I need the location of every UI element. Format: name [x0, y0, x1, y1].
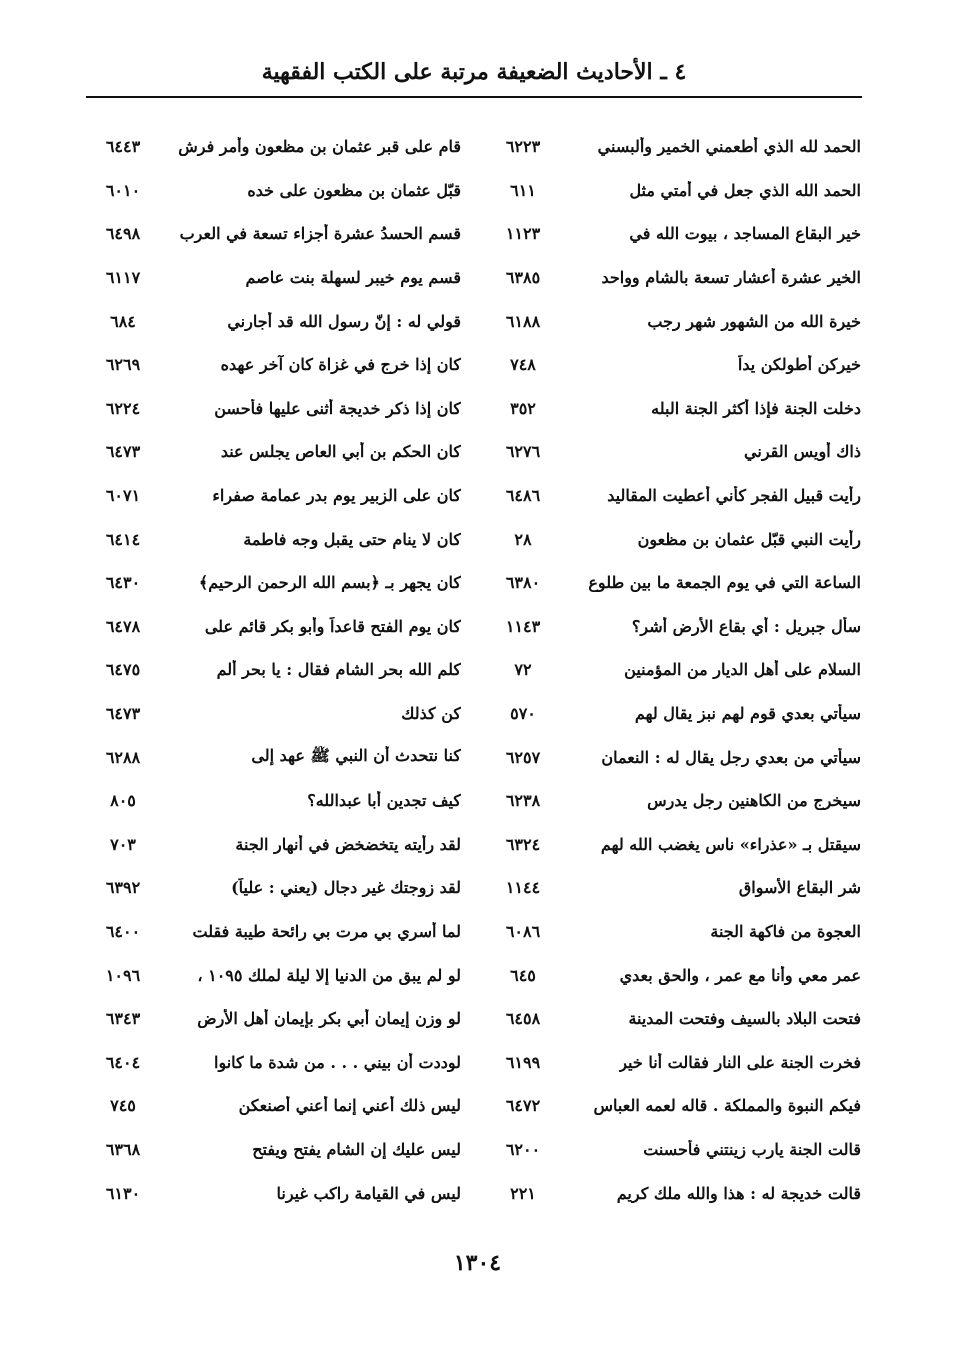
index-entry	[96, 299, 461, 343]
entry-text: كان لا ينام حتى يقبل وجه فاطمة	[243, 529, 461, 549]
index-entry	[496, 299, 861, 343]
index-entry	[96, 387, 461, 431]
index-entry	[96, 1084, 461, 1128]
index-entry	[496, 517, 861, 561]
page-number: ١٣٠٤	[453, 1250, 502, 1276]
entry-hadith-number: ٦٢٠٠	[505, 1139, 541, 1159]
entry-hadith-number: ٦٢٢٤	[105, 398, 141, 418]
entry-hadith-number: ١١٤٤	[505, 878, 541, 898]
index-entry	[96, 343, 461, 387]
entry-hadith-number: ٦١١٧	[105, 268, 141, 288]
index-entry	[496, 1128, 861, 1172]
entry-hadith-number: ٦٤٧٣	[105, 442, 141, 462]
index-entry	[96, 910, 461, 954]
entry-text: ليس عليك إن الشام يفتح ويفتح	[252, 1139, 461, 1159]
entry-text: شر البقاع الأسواق	[738, 878, 861, 898]
entry-hadith-number: ٧٢	[514, 660, 532, 680]
entry-text: لما أسري بي مرت بي رائحة طيبة فقلت	[192, 921, 461, 941]
entry-text: خيركن أطولكن يداً	[737, 355, 861, 375]
entry-hadith-number: ٦٣٦٨	[105, 1139, 141, 1159]
entry-text: كيف تجدين أبا عبدالله؟	[307, 791, 461, 811]
index-entry	[496, 1171, 861, 1215]
index-entry	[496, 212, 861, 256]
entry-hadith-number: ٧٠٣	[110, 834, 136, 854]
index-entry	[96, 692, 461, 736]
index-entry	[96, 430, 461, 474]
entry-hadith-number: ٦١٩٩	[505, 1052, 541, 1072]
entry-hadith-number: ٦٢٣٨	[505, 791, 541, 811]
entry-hadith-number: ٦٣٨٥	[505, 268, 541, 288]
entry-hadith-number: ٦٤٤٣	[105, 137, 141, 157]
entry-text: دخلت الجنة فإذا أكثر الجنة البله	[651, 398, 861, 418]
index-entry	[496, 910, 861, 954]
index-entry	[96, 212, 461, 256]
index-entry	[496, 1084, 861, 1128]
entry-text: قبّل عثمان بن مظعون على خده	[247, 180, 461, 200]
entry-hadith-number: ١١٢٣	[505, 224, 541, 244]
entry-hadith-number: ٦٤٩٨	[105, 224, 141, 244]
entry-text: لقد زوجتك غير دجال (يعني : علياً)	[231, 878, 461, 898]
index-entry	[496, 169, 861, 213]
entry-hadith-number: ٦٤٨٦	[505, 486, 541, 506]
entry-text: سيأتي بعدي قوم لهم نبز يقال لهم	[634, 704, 861, 724]
entry-hadith-number: ٦٤٥٨	[505, 1009, 541, 1029]
entry-text: كلم الله بحر الشام فقال : يا بحر ألم	[216, 660, 461, 680]
entry-hadith-number: ٦٤٠٤	[105, 1052, 141, 1072]
entry-text: قالت خديجة له : هذا والله ملك كريم	[616, 1183, 861, 1203]
entry-hadith-number: ٢٨	[514, 529, 532, 549]
entry-text: سيأتي من بعدي رجل يقال له : النعمان	[601, 747, 861, 767]
entry-hadith-number: ٦٤٧٣	[105, 704, 141, 724]
entry-hadith-number: ٦٠٧١	[105, 486, 141, 506]
entry-hadith-number: ٦٢٥٧	[505, 747, 541, 767]
entry-hadith-number: ٦١١	[510, 180, 536, 200]
entry-text: لو لم يبق من الدنيا إلا ليلة لملك ١٠٩٥ ،	[197, 965, 461, 985]
entry-hadith-number: ٦١٣٠	[105, 1183, 141, 1203]
entry-text: كان على الزبير يوم بدر عمامة صفراء	[212, 486, 461, 506]
entry-hadith-number: ٧٤٨	[510, 355, 536, 375]
entry-text: فتحت البلاد بالسيف وفتحت المدينة	[628, 1009, 861, 1029]
entry-hadith-number: ٦١٨٨	[505, 311, 541, 331]
entry-text: قام على قبر عثمان بن مظعون وأمر فرش	[178, 137, 461, 157]
entry-text: كن كذلك	[401, 704, 461, 724]
index-entry	[496, 125, 861, 169]
entry-text: الساعة التي في يوم الجمعة ما بين طلوع	[588, 573, 861, 593]
index-entry	[96, 561, 461, 605]
entry-text: السلام على أهل الديار من المؤمنين	[624, 660, 861, 680]
index-entry	[496, 561, 861, 605]
entry-text: سيخرج من الكاهنين رجل يدرس	[647, 791, 861, 811]
index-entry	[96, 823, 461, 867]
entry-text: الحمد الله الذي جعل في أمتي مثل	[629, 180, 861, 200]
entry-text: رأيت النبي قبّل عثمان بن مظعون	[637, 529, 861, 549]
entry-text: سأل جبريل : أي بقاع الأرض أشر؟	[631, 616, 861, 636]
entry-text: فيكم النبوة والمملكة . قاله لعمه العباس	[593, 1096, 861, 1116]
entry-hadith-number: ٦٣٩٢	[105, 878, 141, 898]
index-entry	[496, 648, 861, 692]
index-entry	[496, 823, 861, 867]
index-entry	[496, 387, 861, 431]
entry-text: العجوة من فاكهة الجنة	[710, 921, 861, 941]
index-entry	[96, 779, 461, 823]
index-entry	[496, 735, 861, 779]
index-entry	[96, 648, 461, 692]
entry-hadith-number: ٥٧٠	[510, 704, 536, 724]
entry-hadith-number: ٦٢٦٩	[105, 355, 141, 375]
index-entry	[496, 343, 861, 387]
index-entry	[496, 1040, 861, 1084]
entry-text: خيرة الله من الشهور شهر رجب	[647, 311, 861, 331]
entry-text: ليس ذلك أعني إنما أعني أصنعكن	[238, 1096, 461, 1116]
index-entry	[96, 1040, 461, 1084]
index-entry	[496, 997, 861, 1041]
entry-hadith-number: ٨٠٥	[110, 791, 136, 811]
entry-text: قولي له : إنّ رسول الله قد أجارني	[227, 311, 461, 331]
entry-hadith-number: ٧٤٥	[110, 1096, 136, 1116]
index-entry	[496, 779, 861, 823]
entry-text: عمر معي وأنا مع عمر ، والحق بعدي	[619, 965, 861, 985]
entry-text: كان إذا خرج في غزاة كان آخر عهده	[220, 355, 461, 375]
entry-text: كان الحكم بن أبي العاص يجلس عند	[220, 442, 461, 462]
entry-hadith-number: ٦٨٤	[110, 311, 136, 331]
entry-hadith-number: ٦٤٥	[510, 965, 536, 985]
index-entry	[496, 430, 861, 474]
index-entry	[96, 953, 461, 997]
index-entry	[96, 256, 461, 300]
entry-text: كان يوم الفتح قاعداً وأبو بكر قائم على	[204, 616, 461, 636]
index-entry	[96, 735, 461, 779]
entry-hadith-number: ٦٢٧٦	[505, 442, 541, 462]
entry-text: فخرت الجنة على النار فقالت أنا خير	[619, 1052, 861, 1072]
index-entry	[96, 605, 461, 649]
header-rule	[86, 96, 862, 98]
entry-hadith-number: ٦٤٠٠	[105, 921, 141, 941]
index-entry	[496, 256, 861, 300]
index-entry	[496, 692, 861, 736]
entry-text: قسم يوم خيبر لسهلة بنت عاصم	[245, 268, 461, 288]
entry-text: ليس في القيامة راكب غيرنا	[276, 1183, 461, 1203]
entry-hadith-number: ٦٣٢٤	[505, 834, 541, 854]
index-entry	[96, 997, 461, 1041]
index-column-left	[96, 125, 461, 1215]
index-entry	[496, 605, 861, 649]
entry-text: كنا نتحدث أن النبي ﷺ عهد إلى	[251, 745, 461, 765]
index-entry	[96, 517, 461, 561]
entry-hadith-number: ٦٣٨٠	[505, 573, 541, 593]
entry-hadith-number: ١١٤٣	[505, 616, 541, 636]
running-header: ٤ ـ الأحاديث الضعيفة مرتبة على الكتب الفقهية	[261, 59, 687, 85]
entry-text: قسم الحسدُ عشرة أجزاء تسعة في العرب	[179, 224, 461, 244]
entry-text: لوددت أن بيني . . . من شدة ما كانوا	[214, 1052, 461, 1072]
entry-hadith-number: ٦٢٢٣	[505, 137, 541, 157]
entry-hadith-number: ٦٤٧٨	[105, 616, 141, 636]
index-entry	[496, 953, 861, 997]
index-entry	[96, 1128, 461, 1172]
entry-hadith-number: ٦٤١٤	[105, 529, 141, 549]
entry-hadith-number: ٦٤٣٠	[105, 573, 141, 593]
index-entry	[96, 1171, 461, 1215]
entry-hadith-number: ٦٢٨٨	[105, 747, 141, 767]
entry-text: الحمد لله الذي أطعمني الخمير وألبسني	[597, 137, 861, 157]
entry-text: لقد رأيته يتخضخض في أنهار الجنة	[235, 834, 461, 854]
entry-hadith-number: ٦٤٧٥	[105, 660, 141, 680]
entry-hadith-number: ١٠٩٦	[105, 965, 141, 985]
index-entry	[96, 125, 461, 169]
index-entry	[96, 866, 461, 910]
entry-text: كان يجهر بـ ﴿بسم الله الرحمن الرحيم﴾	[198, 573, 461, 593]
index-column-right	[496, 125, 861, 1215]
index-entry	[496, 866, 861, 910]
entry-hadith-number: ٦٣٤٣	[105, 1009, 141, 1029]
index-entry	[96, 474, 461, 518]
entry-text: خير البقاع المساجد ، بيوت الله في	[629, 224, 861, 244]
entry-text: الخير عشرة أعشار تسعة بالشام وواحد	[601, 268, 861, 288]
entry-text: ذاك أويس القرني	[744, 442, 861, 462]
entry-text: لو وزن إيمان أبي بكر بإيمان أهل الأرض	[197, 1009, 461, 1029]
entry-hadith-number: ٣٥٢	[510, 398, 536, 418]
entry-text: رأيت قبيل الفجر كأني أعطيت المقاليد	[607, 486, 861, 506]
index-entry	[496, 474, 861, 518]
entry-text: سيقتل بـ «عذراء» ناس يغضب الله لهم	[600, 834, 861, 854]
index-entry	[96, 169, 461, 213]
entry-text: قالت الجنة يارب زينتني فأحسنت	[643, 1139, 861, 1159]
entry-hadith-number: ٦٠٨٦	[505, 921, 541, 941]
entry-hadith-number: ٦٤٧٢	[505, 1096, 541, 1116]
entry-text: كان إذا ذكر خديجة أثنى عليها فأحسن	[214, 398, 461, 418]
entry-hadith-number: ٢٢١	[510, 1183, 536, 1203]
entry-hadith-number: ٦٠١٠	[105, 180, 141, 200]
